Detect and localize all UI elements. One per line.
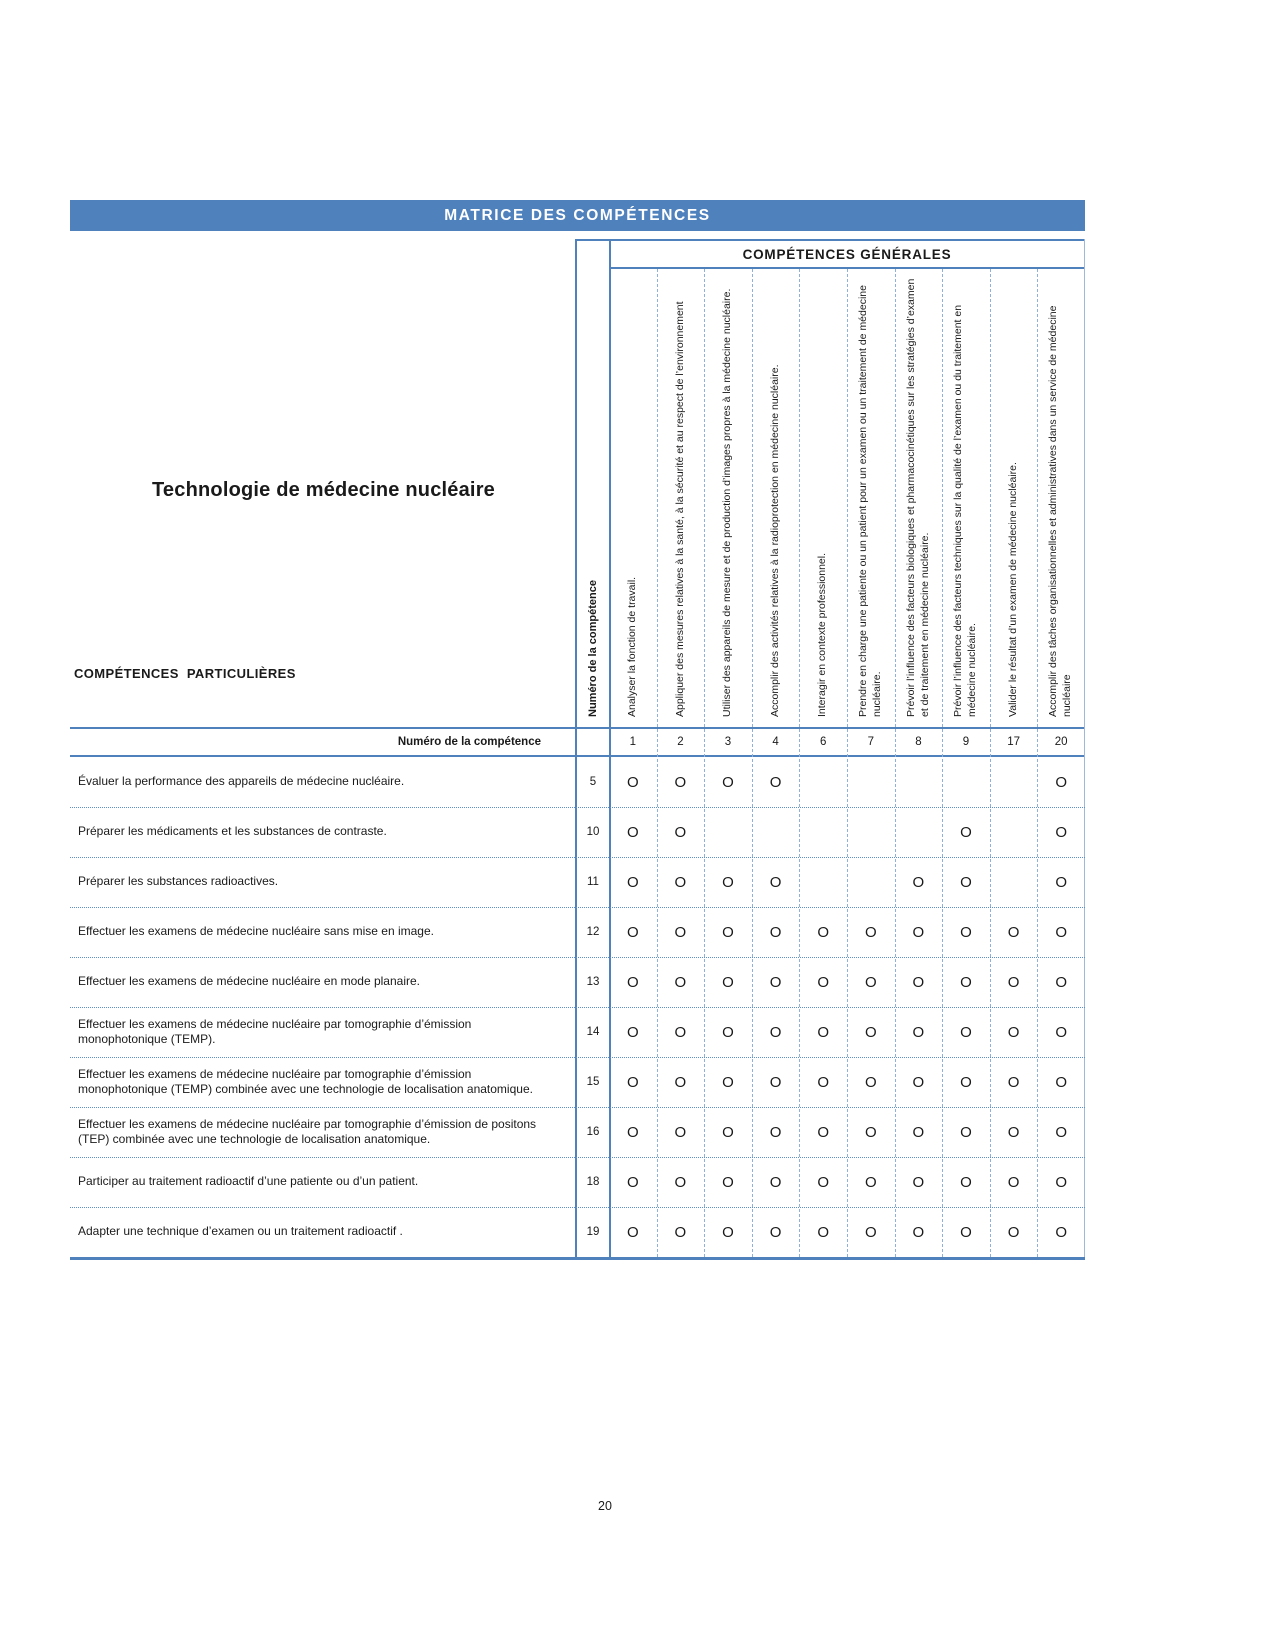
vertical-text [1037,269,1085,727]
row-separator [70,1107,1085,1108]
matrix-mark: O [722,1223,734,1241]
matrix-mark: O [864,973,877,991]
matrix-mark: O [1007,1123,1020,1141]
page-number: 20 [598,1499,612,1513]
competency-number-9: 9 [962,736,970,748]
general-competency-column-4 [752,269,800,727]
matrix-mark: O [626,923,639,941]
matrix-mark: O [1007,923,1020,941]
matrix-mark: O [912,873,925,891]
matrix-mark: O [1055,1073,1068,1091]
competency-number-17: 17 [1007,736,1020,748]
column-separator [847,269,848,1257]
matrix-mark: O [769,773,782,791]
competency-number-4: 4 [772,736,779,748]
matrix-mark: O [769,1123,782,1141]
matrix-mark: O [626,873,639,891]
general-competency-label: Prévoir l’influence des facteurs techniques sur la qualité de l’examen ou du traitement en médecine nucléaire. [952,304,978,717]
vertical-text [704,269,752,727]
vertical-text [577,269,609,727]
particular-competency-number: 10 [586,826,600,838]
matrix-mark: O [864,1173,877,1191]
matrix-mark: O [912,1073,925,1091]
matrix-mark: O [674,973,687,991]
matrix-mark: O [960,1223,972,1241]
matrix-mark: O [722,1123,734,1141]
matrix-mark: O [912,1223,925,1241]
matrix-mark: O [674,1173,687,1191]
matrix-title-bar [70,200,1085,231]
table-top-border [575,239,1085,241]
column-separator [704,269,705,1257]
row-separator [70,907,1085,908]
matrix-mark: O [1007,1023,1020,1041]
particular-competency-number: 18 [586,1176,600,1188]
general-competency-label: Utiliser des appareils de mesure et de production d’images propres à la médecine nucléaire. [721,288,734,717]
particular-competency-label: Effectuer les examens de médecine nucléaire par tomographie d’émission de positons (TEP) combinée avec une technologie de localisation anatomique. [78,1116,537,1146]
matrix-mark: O [626,773,639,791]
particular-competency-number: 15 [586,1076,600,1088]
column-separator [657,269,658,1257]
general-competency-column-2 [657,269,705,727]
matrix-mark: O [1055,1173,1068,1191]
column-separator [752,269,753,1257]
matrix-mark: O [626,1173,639,1191]
particular-competency-number: 5 [589,776,597,788]
particular-competencies-header: COMPÉTENCES PARTICULIÈRES [74,666,296,681]
matrix-mark: O [1007,1073,1020,1091]
matrix-mark: O [817,1123,830,1141]
competency-number-1: 1 [629,736,636,748]
competency-number-6: 6 [819,736,827,748]
matrix-mark: O [674,1023,687,1041]
numbers-row-top-border [70,727,1085,729]
table-bottom-border [70,1257,1085,1260]
matrix-mark: O [1055,973,1068,991]
general-competency-column-8 [895,269,943,727]
competency-number-3: 3 [724,736,732,748]
matrix-title: MATRICE DES COMPÉTENCES [444,206,711,224]
general-competency-label: Appliquer des mesures relatives à la santé, à la sécurité et au respect de l’environnement [673,301,686,717]
column-separator [1037,269,1038,1257]
column-separator [990,269,991,1257]
particular-competency-label: Effectuer les examens de médecine nucléaire sans mise en image. [78,924,434,939]
row-separator [70,1057,1085,1058]
general-competency-column-7 [847,269,895,727]
matrix-mark: O [864,1223,877,1241]
matrix-mark: O [722,1073,734,1091]
vertical-text [752,269,800,727]
matrix-mark: O [1055,773,1068,791]
vertical-text [799,269,847,727]
general-competency-column-3 [704,269,752,727]
row-separator [70,1157,1085,1158]
matrix-mark: O [722,923,734,941]
matrix-mark: O [674,1073,687,1091]
matrix-mark: O [817,1223,830,1241]
vertical-text [657,269,705,727]
matrix-mark: O [960,823,972,841]
particular-competency-label: Effectuer les examens de médecine nucléaire par tomographie d’émission monophotonique (TEMP). [78,1016,472,1046]
matrix-mark: O [769,923,782,941]
vertical-text [895,269,943,727]
table-right-border [1084,239,1085,1257]
vertical-text [990,269,1038,727]
matrix-mark: O [864,1123,877,1141]
general-competency-column-1 [609,269,657,727]
vertical-text [609,269,657,727]
matrix-mark: O [722,973,734,991]
matrix-mark: O [817,923,830,941]
matrix-mark: O [912,973,925,991]
vertical-text [847,269,895,727]
competency-number-20: 20 [1054,736,1068,748]
matrix-mark: O [626,1023,639,1041]
matrix-mark: O [722,1023,734,1041]
matrix-mark: O [864,1073,877,1091]
matrix-mark: O [960,873,972,891]
particular-competency-number: 13 [586,976,600,988]
particular-competency-number: 11 [587,876,599,888]
matrix-mark: O [722,1173,734,1191]
particular-competency-label: Effectuer les examens de médecine nucléaire en mode planaire. [78,974,420,989]
general-competency-column-9 [942,269,990,727]
matrix-mark: O [626,973,639,991]
matrix-mark: O [960,1073,972,1091]
matrix-mark: O [674,823,687,841]
matrix-mark: O [626,1073,639,1091]
column-separator [942,269,943,1257]
row-separator [70,1007,1085,1008]
general-competency-column-6 [799,269,847,727]
matrix-mark: O [960,973,972,991]
competency-number-7: 7 [867,736,874,748]
matrix-mark: O [626,1123,639,1141]
row-separator [70,857,1085,858]
particular-competency-number: 12 [586,926,600,938]
matrix-mark: O [912,1123,925,1141]
matrix-mark: O [626,1223,639,1241]
row-separator [70,957,1085,958]
matrix-mark: O [912,1023,925,1041]
particular-competency-number: 16 [586,1126,600,1138]
matrix-mark: O [1007,1223,1020,1241]
general-competency-label: Valider le résultat d’un examen de médecine nucléaire. [1006,462,1019,717]
matrix-mark: O [769,1073,782,1091]
matrix-mark: O [817,973,830,991]
particular-competency-label: Préparer les substances radioactives. [78,874,279,889]
column-separator [895,269,896,1257]
matrix-mark: O [674,923,687,941]
program-title: Technologie de médecine nucléaire [152,479,495,501]
matrix-mark: O [1055,823,1068,841]
particular-competency-label: Adapter une technique d’examen ou un traitement radioactif . [78,1224,403,1239]
matrix-mark: O [769,973,782,991]
row-separator [70,807,1085,808]
matrix-mark: O [626,823,639,841]
matrix-mark: O [864,1023,877,1041]
general-competency-label: Accomplir des activités relatives à la radioprotection en médecine nucléaire. [768,364,781,717]
matrix-mark: O [769,873,782,891]
general-competency-label: Prévoir l’influence des facteurs biologiques et pharmacocinétiques sur les stratégies d’examen et de traitement en médecine nucléaire. [904,278,931,717]
general-competencies-header: COMPÉTENCES GÉNÉRALES [742,246,952,262]
matrix-mark: O [912,1173,925,1191]
numbers-row-label: Numéro de la compétence [397,736,541,748]
general-competency-label: Analyser la fonction de travail. [625,576,638,717]
particular-competency-label: Participer au traitement radioactif d’une patiente ou d’un patient. [78,1174,419,1189]
row-separator [70,1207,1085,1208]
matrix-mark: O [817,1173,830,1191]
general-competency-column-17 [990,269,1038,727]
matrix-mark: O [722,773,734,791]
matrix-mark: O [960,1123,972,1141]
particular-competency-label: Évaluer la performance des appareils de médecine nucléaire. [78,774,405,789]
particular-competency-label: Effectuer les examens de médecine nucléaire par tomographie d’émission monophotonique (TEMP) combinée avec une technologie de localisation anatomique. [78,1066,533,1096]
numbers-row-bottom-border [70,755,1085,757]
matrix-mark: O [912,923,925,941]
particular-competency-label: Préparer les médicaments et les substances de contraste. [78,824,387,839]
column-separator [799,269,800,1257]
general-competency-label: Prendre en charge une patiente ou un patient pour un examen ou un traitement de médecine nucléaire. [856,285,883,717]
general-competency-label: Accomplir des tâches organisationnelles et administratives dans un service de médecine nucléaire [1047,305,1074,717]
matrix-mark: O [1055,1123,1068,1141]
competency-number-column-header [577,269,609,727]
matrix-mark: O [960,923,972,941]
matrix-mark: O [674,1123,687,1141]
matrix-mark: O [1055,1223,1068,1241]
matrix-mark: O [769,1173,782,1191]
matrix-mark: O [769,1223,782,1241]
matrix-mark: O [817,1023,830,1041]
matrix-mark: O [722,873,734,891]
particular-competency-number: 19 [586,1226,600,1238]
matrix-mark: O [960,1023,972,1041]
matrix-mark: O [1055,1023,1068,1041]
matrix-mark: O [817,1073,830,1091]
matrix-mark: O [674,773,687,791]
competency-number-2: 2 [677,736,684,748]
matrix-mark: O [960,1173,972,1191]
matrix-mark: O [864,923,877,941]
matrix-mark: O [1007,1173,1020,1191]
matrix-mark: O [1007,973,1020,991]
general-competency-label: Interagir en contexte professionnel. [816,552,829,717]
matrix-mark: O [674,873,687,891]
particular-competency-number: 14 [586,1026,600,1038]
general-competency-column-20 [1037,269,1085,727]
matrix-mark: O [674,1223,687,1241]
competency-number-8: 8 [915,736,922,748]
matrix-mark: O [1055,923,1068,941]
vertical-text [942,269,990,727]
competency-number-column-label: Numéro de la compétence [586,580,599,717]
matrix-mark: O [769,1023,782,1041]
matrix-mark: O [1055,873,1068,891]
